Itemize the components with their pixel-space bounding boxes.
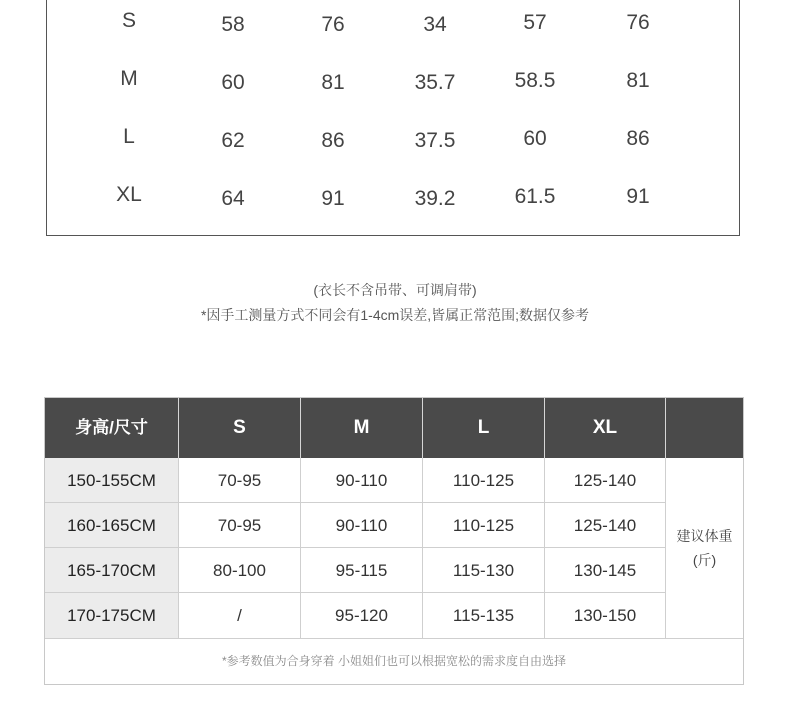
size-label: L: [123, 125, 135, 148]
measurement-row: [47, 1, 739, 41]
size-recommendation-table: [44, 397, 744, 685]
table-row: [45, 503, 666, 548]
weight-cell: 110-125: [423, 458, 545, 503]
header-size-m: M: [301, 398, 423, 458]
table-header: [45, 398, 743, 458]
measurement-value: 35.7: [414, 71, 456, 94]
weight-cell: 95-115: [301, 548, 423, 593]
suggested-weight-title: 建议体重: [676, 528, 733, 544]
weight-cell: /: [179, 593, 301, 639]
table-row: [45, 458, 666, 503]
measurement-value: 64: [221, 187, 245, 210]
weight-cell: 130-145: [545, 548, 666, 593]
measurement-value: 61.5: [514, 185, 556, 208]
weight-cell: 110-125: [423, 503, 545, 548]
weight-cell: 95-120: [301, 593, 423, 639]
header-weight: [666, 398, 743, 458]
measurement-table: [46, 0, 740, 236]
measurement-row: [47, 59, 739, 99]
measurement-value: 60: [221, 71, 245, 94]
header-size-xl: XL: [545, 398, 666, 458]
measurement-value: 91: [626, 185, 650, 208]
height-range: 160-165CM: [45, 503, 179, 548]
measurement-value: 34: [423, 13, 447, 36]
measurement-value: 91: [321, 187, 345, 210]
weight-cell: 80-100: [179, 548, 301, 593]
weight-unit: (斤): [692, 552, 717, 568]
measurement-value: 81: [626, 69, 650, 92]
length-note: (衣长不含吊带、可调肩带): [313, 282, 477, 298]
measurement-value: 62: [221, 129, 245, 152]
suggested-weight-label: [666, 458, 743, 639]
weight-cell: 70-95: [179, 458, 301, 503]
weight-cell: 125-140: [545, 458, 666, 503]
measurement-value: 39.2: [414, 187, 456, 210]
height-range: 165-170CM: [45, 548, 179, 593]
weight-cell: 70-95: [179, 503, 301, 548]
measurement-value: 76: [321, 13, 345, 36]
measurement-value: 86: [321, 129, 345, 152]
size-label: S: [121, 9, 136, 32]
measurement-value: 37.5: [414, 129, 456, 152]
weight-cell: 115-135: [423, 593, 545, 639]
measurement-value: 86: [626, 127, 650, 150]
weight-cell: 115-130: [423, 548, 545, 593]
table-row: [45, 593, 666, 639]
header-size-l: L: [423, 398, 545, 458]
measurement-row: [47, 117, 739, 157]
measurement-value: 58: [221, 13, 245, 36]
height-range: 150-155CM: [45, 458, 179, 503]
measurement-value: 76: [626, 11, 650, 34]
measurement-value: 58.5: [514, 69, 556, 92]
header-size-s: S: [179, 398, 301, 458]
weight-cell: 125-140: [545, 503, 666, 548]
weight-cell: 130-150: [545, 593, 666, 639]
measurement-value: 57: [523, 11, 547, 34]
measurement-disclaimer: *因手工测量方式不同会有1-4cm误差,皆属正常范围;数据仅参考: [200, 307, 590, 323]
measurement-value: 60: [523, 127, 547, 150]
measurement-value: 81: [321, 71, 345, 94]
weight-cell: 90-110: [301, 458, 423, 503]
size-label: M: [120, 67, 138, 90]
measurement-row: [47, 175, 739, 215]
height-range: 170-175CM: [45, 593, 179, 639]
weight-cell: 90-110: [301, 503, 423, 548]
size-label: XL: [116, 183, 142, 206]
table-footer-note: *参考数值为合身穿着 小姐姐们也可以根据宽松的需求度自由选择: [221, 654, 566, 668]
header-height-size: 身高/尺寸: [45, 398, 179, 458]
table-row: [45, 548, 666, 593]
